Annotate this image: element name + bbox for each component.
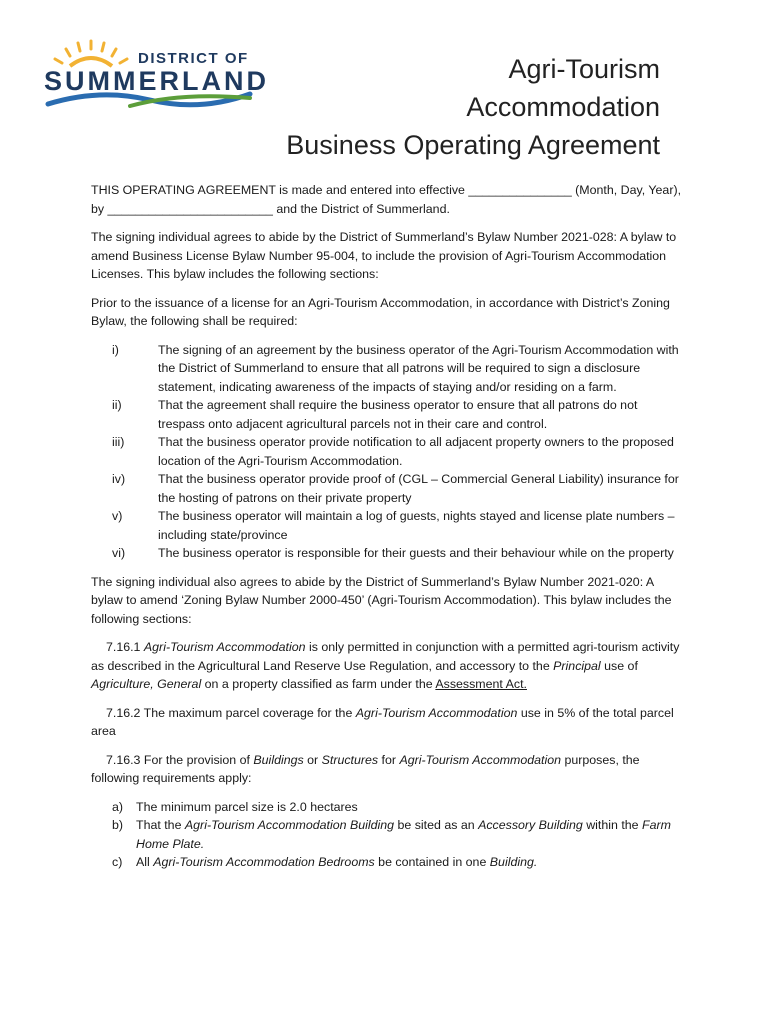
title-line-2: Accommodation (466, 92, 660, 122)
document-title (286, 50, 660, 164)
list-item: b) That the Agri-Tourism Accommodation Building be sited as an Accessory Building within the Farm Home Plate. (112, 818, 671, 851)
list-item: c) All Agri-Tourism Accommodation Bedrooms be contained in one Building. (112, 855, 538, 869)
bylaw-2021-020-intro: The signing individual also agrees to abide by the District of Summerland’s Bylaw Number 2021-020: A bylaw to amend ‘Zoning Bylaw Number 2000-450’ (Agri-Tourism Accommodation). This bylaw includes the following sections: (91, 574, 672, 626)
list-item: iv) That the business operator provide proof of (CGL – Commercial General Liability) insurance for the hosting of patrons on their private property (112, 472, 679, 505)
list-item: vi) The business operator is responsible for their guests and their behaviour while on the property (112, 546, 674, 560)
title-line-1: Agri-Tourism (508, 54, 660, 84)
document-body (91, 181, 681, 872)
list-item: ii) That the agreement shall require the business operator to ensure that all patrons do not trespass onto adjacent agricultural parcels not in their care and control. (112, 398, 638, 431)
section-7-16-3: 7.16.3 For the provision of Buildings or Structures for Agri-Tourism Accommodation purposes, the following requirements apply: (91, 752, 640, 785)
list-item: v) The business operator will maintain a log of guests, nights stayed and license plate numbers – including state/province (112, 509, 675, 542)
list-item: i) The signing of an agreement by the business operator of the Agri-Tourism Accommodation with the District of Summerland to ensure that all patrons will be required to sign a disclosure statement, indicating awareness of the impacts of staying and/or residing on a farm. (112, 342, 679, 394)
building-requirements-list (91, 798, 681, 872)
logo-district-text: DISTRICT OF (138, 50, 249, 67)
title-line-3: Business Operating Agreement (286, 130, 660, 160)
list-item: iii) That the business operator provide notification to all adjacent property owners to the proposed location of the Agri-Tourism Accommodation. (112, 435, 674, 468)
section-7-16-1: 7.16.1 Agri-Tourism Accommodation is only permitted in conjunction with a permitted agri-tourism activity as described in the Agricultural Land Reserve Use Regulation, and accessory to the Principal use of Agriculture, General on a property classified as farm under the Assessment Act. (91, 640, 680, 691)
logo-summerland-text: SUMMERLAND (44, 66, 269, 96)
requirements-list (91, 341, 681, 563)
list-item: a) The minimum parcel size is 2.0 hectares (112, 799, 358, 814)
license-requirements-intro: Prior to the issuance of a license for an Agri-Tourism Accommodation, in accordance with District’s Zoning Bylaw, the following shall be required: (91, 295, 670, 328)
agreement-intro: THIS OPERATING AGREEMENT is made and entered into effective _______________ (Month, Day, Year), by ________________________ and the District of Summerland. (91, 183, 682, 216)
bylaw-2021-028-intro: The signing individual agrees to abide by the District of Summerland’s Bylaw Number 2021-028: A bylaw to amend Business License Bylaw Number 95-004, to include the provision of Agri-Tourism Accommodation Licenses. This bylaw includes the following sections: (91, 230, 677, 281)
section-7-16-2: 7.16.2 The maximum parcel coverage for the Agri-Tourism Accommodation use in 5% of the total parcel area (91, 705, 674, 738)
district-of-summerland-logo (40, 36, 269, 116)
